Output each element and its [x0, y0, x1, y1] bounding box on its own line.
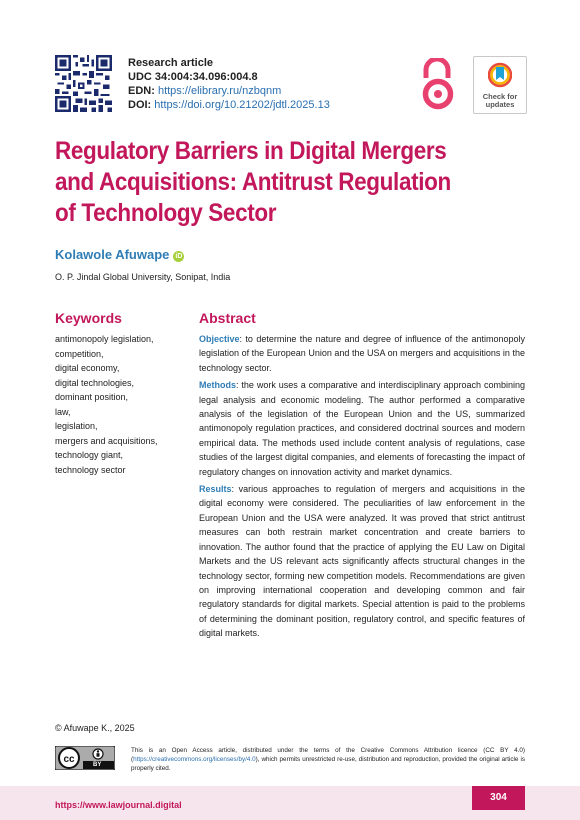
methods-text: : the work uses a comparative and interdisciplinary approach combining legal analysis and economic modeling. The author performed a comparative analysis of the legislation of the European Union and the US, summarized antimonopoly regulation practices, and considered doctrinal sources and modern empirical data. The methods used include content analysis of regulations, case studies of the largest digital companies, and elements of forecasting the impact of regulatory changes on innovation activity and market dynamics. — [199, 380, 525, 477]
license-text-part1: This is an Open Access article, distributed under the terms of the Creative Commons Attribution licence (CC BY 4.0) ( — [131, 747, 525, 763]
abstract-heading: Abstract — [199, 310, 256, 326]
edn-label: EDN: — [128, 85, 155, 97]
edn-line — [128, 84, 330, 98]
check-updates-line2: updates — [485, 100, 515, 109]
qr-code-icon — [55, 55, 112, 112]
bookmark-icon — [488, 62, 512, 92]
copyright: © Afuwape K., 2025 — [55, 723, 135, 733]
abstract-body — [199, 332, 525, 644]
doi-line — [128, 98, 330, 112]
keyword-item: antimonopoly legislation, — [55, 334, 154, 344]
keyword-item: dominant position, — [55, 392, 129, 402]
open-access-icon — [418, 58, 458, 110]
keyword-item: legislation, — [55, 421, 98, 431]
doi-label: DOI: — [128, 99, 152, 111]
article-title — [55, 136, 478, 229]
keyword-item: technology sector — [55, 464, 126, 475]
creative-commons-icon — [55, 746, 115, 770]
abstract-results — [199, 482, 525, 640]
svg-text:cc: cc — [63, 754, 75, 765]
results-text: : various approaches to regulation of mergers and acquisitions in the digital economy were considered. The peculiarities of law enforcement in the European Union and the USA were analyzed. It was proved that strict antitrust measures can both restrain market concentration and create barriers to innovation. The author found that the practice of applying the EU Law on Digital Markets and the US relevant acts significantly affects structural changes in the technology sector, forming new competition models. Recommendations are given on improving international cooperation and developing common and fair regulatory standards for digital markets. Special attention is paid to the problems of determining the dominant position, regulatory control, and specific features of digital markets. — [199, 484, 525, 639]
results-label: Results — [199, 484, 232, 495]
title-line-1: Regulatory Barriers in Digital Mergers — [55, 137, 447, 165]
keyword-item: competition, — [55, 348, 104, 359]
keyword-item: mergers and acquisitions, — [55, 435, 158, 446]
license-text — [131, 746, 525, 773]
keywords-heading: Keywords — [55, 310, 122, 326]
objective-label: Objective — [199, 334, 240, 344]
methods-label: Methods — [199, 380, 236, 391]
keyword-item: technology giant, — [55, 450, 124, 460]
title-line-3: of Technology Sector — [55, 199, 277, 227]
check-for-updates-button[interactable] — [473, 56, 527, 114]
author — [55, 247, 184, 262]
page-number: 304 — [472, 786, 525, 810]
abstract-objective — [199, 332, 525, 375]
doi-link[interactable]: https://doi.org/10.21202/jdtl.2025.13 — [154, 99, 330, 111]
keyword-item: digital economy, — [55, 363, 120, 373]
cc-by-label: BY — [93, 762, 102, 768]
author-name: Kolawole Afuwape — [55, 247, 170, 262]
keyword-item: digital technologies, — [55, 377, 135, 388]
orcid-icon[interactable]: iD — [175, 253, 183, 260]
udc-code: UDC 34:004:34.096:004.8 — [128, 71, 258, 83]
cc-by-badge[interactable] — [55, 746, 115, 770]
author-affiliation: O. P. Jindal Global University, Sonipat, India — [55, 272, 231, 282]
keywords-list — [55, 332, 158, 477]
license-text-part2: ), which permits unrestricted re-use, distribution and reproduction, provided the original article is properly cited. — [131, 756, 525, 772]
abstract-methods — [199, 378, 525, 479]
edn-link[interactable]: https://elibrary.ru/nzbqnm — [157, 85, 282, 97]
keyword-item: law, — [55, 406, 71, 417]
title-line-2: and Acquisitions: Antitrust Regulation — [55, 168, 451, 196]
article-meta — [128, 56, 330, 112]
objective-text: : to determine the nature and degree of influence of the antimonopoly legislation of the European Union and the USA on mergers and acquisitions in the technology sector. — [199, 334, 525, 373]
check-updates-line1: Check for — [482, 92, 518, 101]
journal-site-link[interactable]: https://www.lawjournal.digital — [55, 800, 182, 810]
article-type: Research article — [128, 57, 213, 69]
license-link[interactable]: https://creativecommons.org/licenses/by/4.0 — [133, 756, 256, 763]
